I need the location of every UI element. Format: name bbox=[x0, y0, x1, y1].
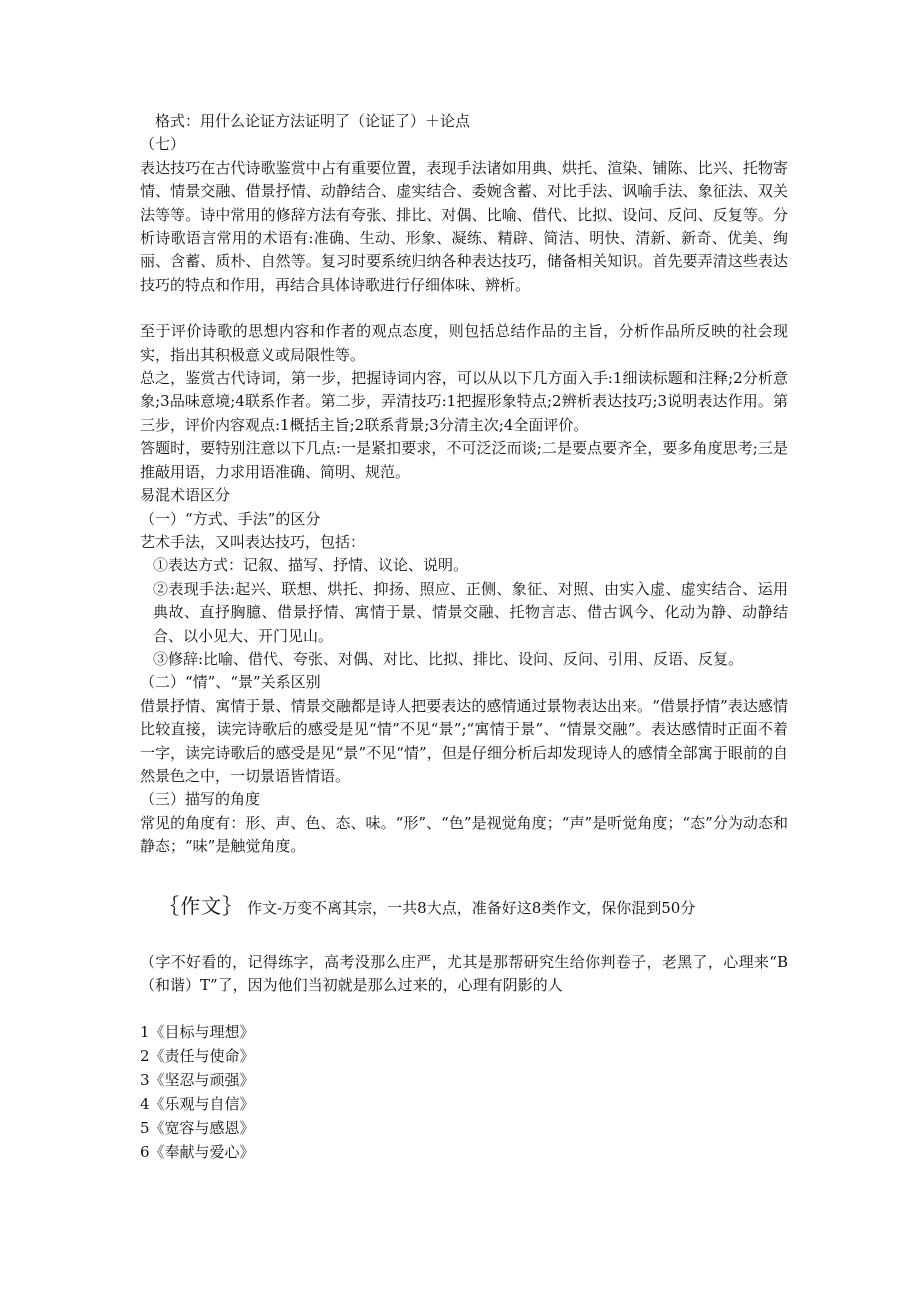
subsection-two-heading: （二）“情”、“景”关系区别 bbox=[140, 673, 321, 692]
format-line: 格式：用什么论证方法证明了（论证了）＋论点 bbox=[140, 112, 471, 130]
section-seven-heading: （七） bbox=[140, 135, 186, 154]
list-item: 1《目标与理想》 bbox=[140, 1023, 255, 1042]
evaluation-paragraph: 至于评价诗歌的思想内容和作者的观点态度，则包括总结作品的主旨，分析作品所反映的社会现实，指出其积极意义或局限性等。 bbox=[140, 322, 788, 364]
subsection-three-heading: （三）描写的角度 bbox=[140, 790, 261, 809]
expression-techniques-paragraph: 表达技巧在古代诗歌鉴赏中占有重要位置，表现手法诸如用典、烘托、渲染、铺陈、比兴、托物寄情、情景交融、借景抒情、动静结合、虚实结合、委婉含蓄、对比手法、讽喻手法、象征法、双关法等等。诗中常用的修辞方法有夸张、排比、对偶、比喻、借代、比拟、设问、反问、反复等。分析诗歌语言常用的术语有:准确、生动、形象、凝练、精辟、简洁、明快、清新、新奇、优美、绚丽、含蓄、质朴、自然等。复习时要系统归纳各种表达技巧，储备相关知识。首先要弄清这些表达技巧的特点和作用，再结合具体诗歌进行仔细体味、辨析。 bbox=[140, 158, 788, 294]
blank-line bbox=[140, 297, 788, 320]
essay-title: ｛作文｝ bbox=[159, 893, 244, 918]
list-item: 3《坚忍与顽强》 bbox=[140, 1071, 255, 1090]
expression-method-item: ②表现手法:起兴、联想、烘托、抑扬、照应、正侧、象征、对照、由实入虚、虚实结合、运用典故、直抒胸臆、借景抒情、寓情于景、情景交融、托物言志、借古讽今、化动为静、动静结合、以小见大、开门见山。 bbox=[153, 579, 788, 645]
art-technique-line: 艺术手法，又叫表达技巧，包括： bbox=[140, 532, 366, 551]
essay-note: （字不好看的，记得练字，高考没那么庄严，尤其是那帮研究生给你判卷子，老黑了，心理来“B（和谐）T”了，因为他们当初就是那么过来的，心理有阴影的人 bbox=[140, 952, 788, 994]
rhetoric-item: ③修辞:比喻、借代、夸张、对偶、对比、比拟、排比、设问、反问、引用、反语、反复。 bbox=[153, 649, 744, 668]
list-item: 5《宽容与感恩》 bbox=[140, 1119, 255, 1138]
scene-emotion-paragraph: 借景抒情、寓情于景、情景交融都是诗人把要表达的感情通过景物表达出来。“借景抒情”表达感情比较直接，读完诗歌后的感受是见“情”不见“景”;“寓情于景”、“情景交融”。表达感情时正面不着一字，读完诗歌后的感受是见“景”不见“情”，但是仔细分析后却发现诗人的感情全部寓于眼前的自然景色之中，一切景语皆情语。 bbox=[140, 696, 788, 785]
description-angle-paragraph: 常见的角度有：形、声、色、态、味。“形”、“色”是视觉角度；“声”是听觉角度；“态”分为动态和静态；“味”是触觉角度。 bbox=[140, 813, 788, 856]
essay-heading bbox=[140, 867, 788, 947]
summary-paragraph: 总之，鉴赏古代诗词，第一步，把握诗词内容，可以从以下几方面入手:1细读标题和注释;2分析意象;3品味意境;4联系作者。第二步，弄清技巧:1把握形象特点;2辨析表达技巧;3说明表达作用。第三步，评价内容观点:1概括主旨;2联系背景;3分清主次;4全面评价。 bbox=[140, 369, 788, 434]
subsection-one-heading: （一）“方式、手法”的区分 bbox=[140, 509, 321, 528]
list-item: 2《责任与使命》 bbox=[140, 1047, 255, 1066]
list-item: 6《奉献与爱心》 bbox=[140, 1143, 255, 1162]
list-item: 4《乐观与自信》 bbox=[140, 1095, 255, 1114]
essay-intro: 作文-万变不离其宗，一共8大点，准备好这8类作文，保你混到50分 bbox=[247, 898, 696, 917]
answering-tips-paragraph: 答题时，要特别注意以下几点:一是紧扣要求，不可泛泛而谈;二是要点要齐全，要多角度思考;三是推敲用语，力求用语准确、简明、规范。 bbox=[140, 439, 788, 481]
essay-topic-list bbox=[140, 1020, 788, 1164]
expression-mode-item: ①表达方式：记叙、描写、抒情、议论、说明。 bbox=[153, 556, 469, 575]
confusing-terms-heading: 易混术语区分 bbox=[140, 486, 231, 505]
document-page bbox=[140, 110, 788, 1164]
